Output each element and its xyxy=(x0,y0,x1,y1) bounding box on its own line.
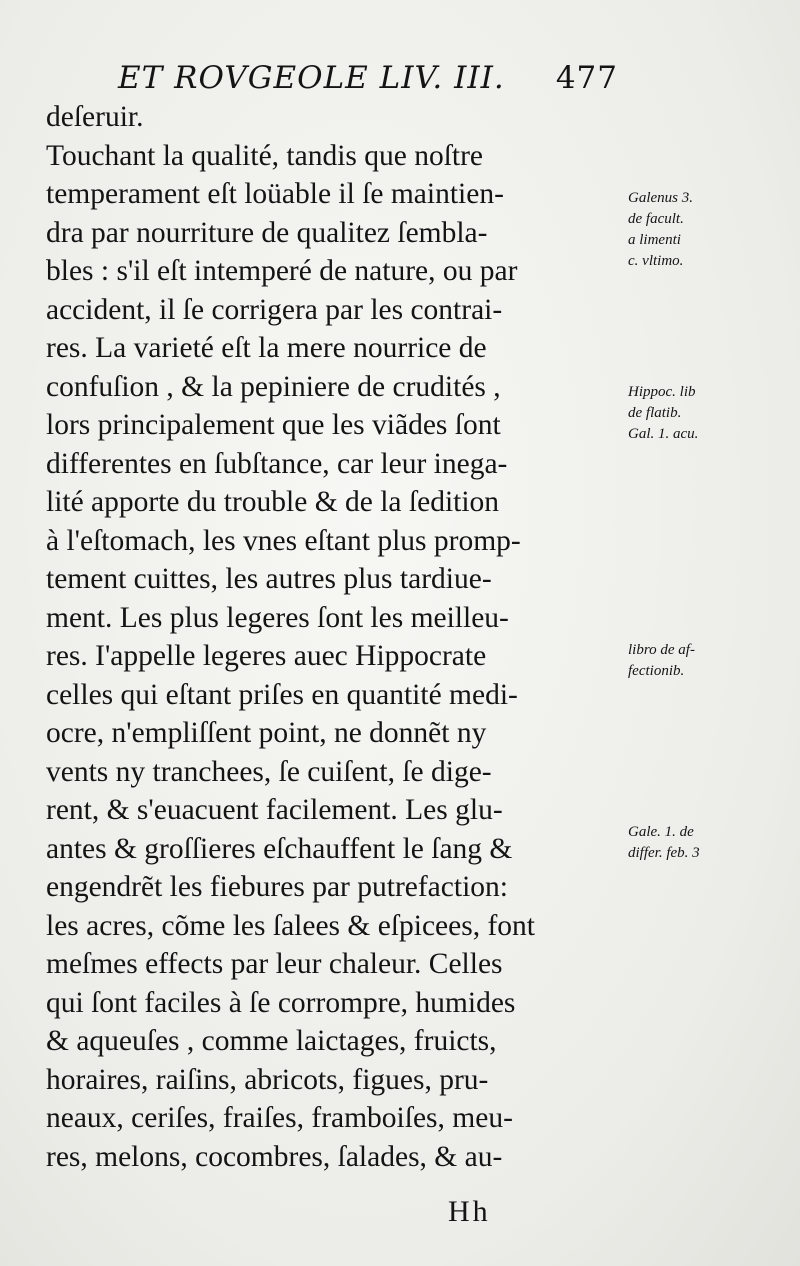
margin-note-line: c. vltimo. xyxy=(628,253,684,269)
text-line: meſmes effects par leur chaleur. Celles xyxy=(46,948,503,980)
margin-note-line: fectionib. xyxy=(628,663,685,679)
margin-note-line: Gal. 1. acu. xyxy=(628,426,699,442)
text-line: à l'eſtomach, les vnes eſtant plus promp- xyxy=(46,524,521,557)
text-line: qui ſont faciles à ſe corrompre, humides xyxy=(46,986,516,1019)
text-line: bles : s'il eſt intemperé de nature, ou par xyxy=(46,255,518,287)
text-line: horaires, raiſins, abricots, figues, pru- xyxy=(46,1063,489,1096)
margin-note-line: differ. feb. 3 xyxy=(628,845,700,861)
signature-mark: Hh xyxy=(448,1195,491,1228)
text-line: neaux, ceriſes, fraiſes, framboiſes, meu- xyxy=(46,1102,513,1134)
margin-note-line: libro de af- xyxy=(628,642,695,658)
text-line: engendrẽt les fiebures par putrefaction: xyxy=(46,871,508,903)
margin-note-differentiis xyxy=(628,822,778,864)
text-line: & aqueuſes , comme laictages, fruicts, xyxy=(46,1025,497,1057)
margin-note-line: de flatib. xyxy=(628,405,682,421)
text-line: res, melons, cocombres, ſalades, & au- xyxy=(46,1140,503,1173)
margin-note-line: Gale. 1. de xyxy=(628,824,694,840)
text-line: dra par nourriture de qualitez ſembla- xyxy=(46,216,488,249)
margin-note-line: Galenus 3. xyxy=(628,190,693,206)
text-line: deſeruir. xyxy=(46,101,144,133)
text-line: Touchant la qualité, tandis que noſtre xyxy=(46,139,484,172)
running-head xyxy=(118,56,618,100)
margin-note-hippocrates xyxy=(628,382,778,445)
text-line: res. La varieté eſt la mere nourrice de xyxy=(46,332,487,364)
margin-note-line: Hippoc. lib xyxy=(628,384,696,400)
text-line: temperament eſt loüable il ſe maintien- xyxy=(46,178,504,210)
text-line: lité apporte du trouble & de la ſedition xyxy=(46,486,500,518)
text-line: ment. Les plus legeres ſont les meilleu- xyxy=(46,601,509,634)
text-line: accident, il ſe corrigera par les contrai- xyxy=(46,293,503,326)
margin-note-line: de facult. xyxy=(628,211,684,227)
margin-note-affectionibus xyxy=(628,640,778,682)
margin-note-line: a limenti xyxy=(628,232,681,248)
text-line: confuſion , & la pepiniere de crudités , xyxy=(46,370,501,403)
text-line: antes & groſſieres eſchauffent le ſang & xyxy=(46,832,513,865)
body-text xyxy=(46,98,626,1176)
text-line: res. I'appelle legeres auec Hippocrate xyxy=(46,640,487,672)
text-line: lors principalement que les viãdes ſont xyxy=(46,409,501,441)
text-line: rent, & s'euacuent facilement. Les glu- xyxy=(46,794,503,826)
text-line: tement cuittes, les autres plus tardiue- xyxy=(46,563,492,595)
text-line: ocre, n'empliſſent point, ne donnẽt ny xyxy=(46,717,487,749)
text-line: differentes en ſubſtance, car leur inega- xyxy=(46,447,508,480)
page-number: 477 xyxy=(555,60,618,96)
running-head-title: ET ROVGEOLE LIV. III. xyxy=(118,60,505,96)
text-line: celles qui eſtant priſes en quantité medi- xyxy=(46,678,518,711)
text-line: les acres, cõme les ſalees & eſpicees, font xyxy=(46,909,535,942)
text-line: vents ny tranchees, ſe cuiſent, ſe dige- xyxy=(46,755,492,788)
margin-note-galen xyxy=(628,188,778,272)
